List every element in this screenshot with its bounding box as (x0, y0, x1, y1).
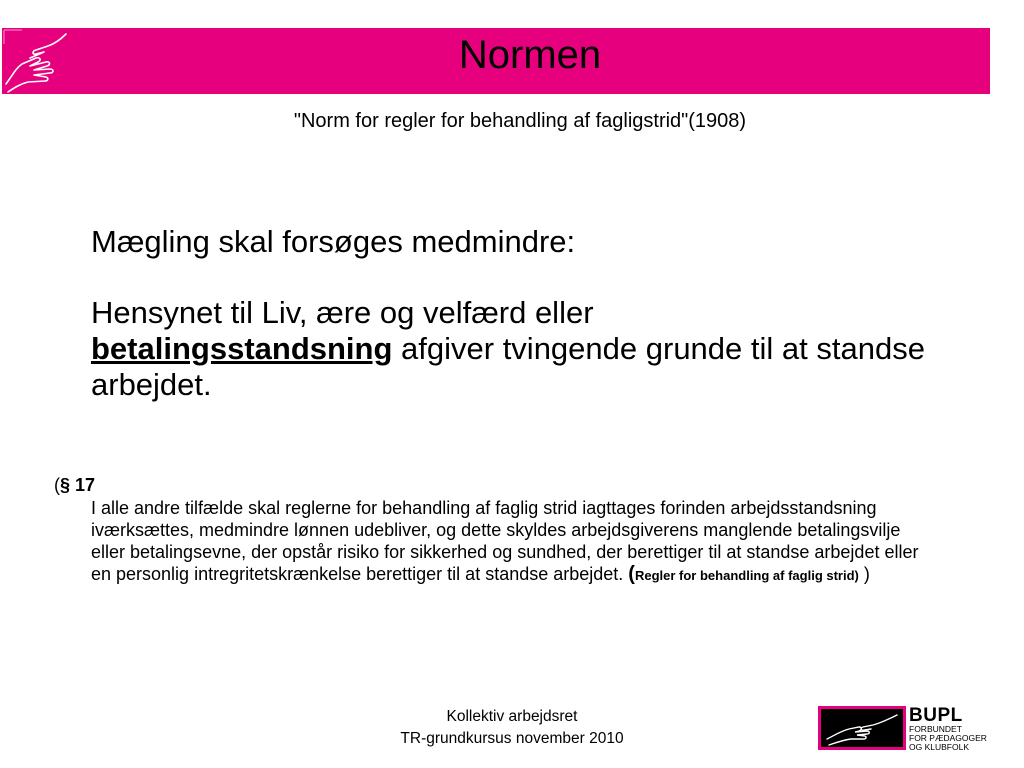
main-text-block (91, 224, 951, 403)
exception-sentence (91, 295, 951, 403)
hands-logo-icon (2, 28, 70, 94)
slide-title: Normen (458, 33, 602, 77)
exception-line-start: Hensynet til Liv, ære og velfærd eller (91, 295, 594, 330)
section-text (91, 497, 921, 587)
bupl-tagline-3: OG KLUBFOLK (909, 742, 969, 752)
footer-line-2: TR-grundkursus november 2010 (400, 730, 624, 747)
source-open-paren: ( (628, 563, 635, 585)
bupl-wordmark: BUPL (909, 705, 963, 726)
exception-line-end: afgiver tvingende grunde til at standse arbejdet. (91, 331, 925, 402)
close-paren: ) (858, 564, 870, 584)
footer (330, 706, 694, 750)
bupl-hands-icon (818, 706, 906, 750)
section-heading (54, 474, 95, 496)
section-body: I alle andre tilfælde skal reglerne for behandling af faglig strid iagttages forinden arbejdsstandsning iværksættes, medmindre lønnen udebliver, og dette skyldes arbejdsgiverens manglende betalingsvilje eller betalingsevne, der opstår risiko for sikkerhed og sundhed, der berettiger til at standse arbejdet eller en personlig intregritetskrænkelse berettiger til at standse arbejdet. (91, 498, 919, 584)
mediation-heading: Mægling skal forsøges medmindre: (91, 224, 576, 259)
footer-line-1: Kollektiv arbejdsret (446, 708, 578, 725)
bupl-tagline-1: FORBUNDET (909, 724, 962, 734)
source-reference: Regler for behandling af faglig strid) (634, 568, 859, 583)
bupl-logo (818, 706, 992, 750)
slide-subtitle: "Norm for regler for behandling af fagligstrid"(1908) (293, 110, 747, 132)
section-number: § 17 (60, 475, 96, 495)
bupl-tagline-2: FOR PÆDAGOGER (909, 733, 987, 743)
bupl-tagline (909, 725, 987, 752)
open-paren: ( (54, 475, 60, 495)
emphasis-word: betalingsstandsning (91, 331, 393, 366)
